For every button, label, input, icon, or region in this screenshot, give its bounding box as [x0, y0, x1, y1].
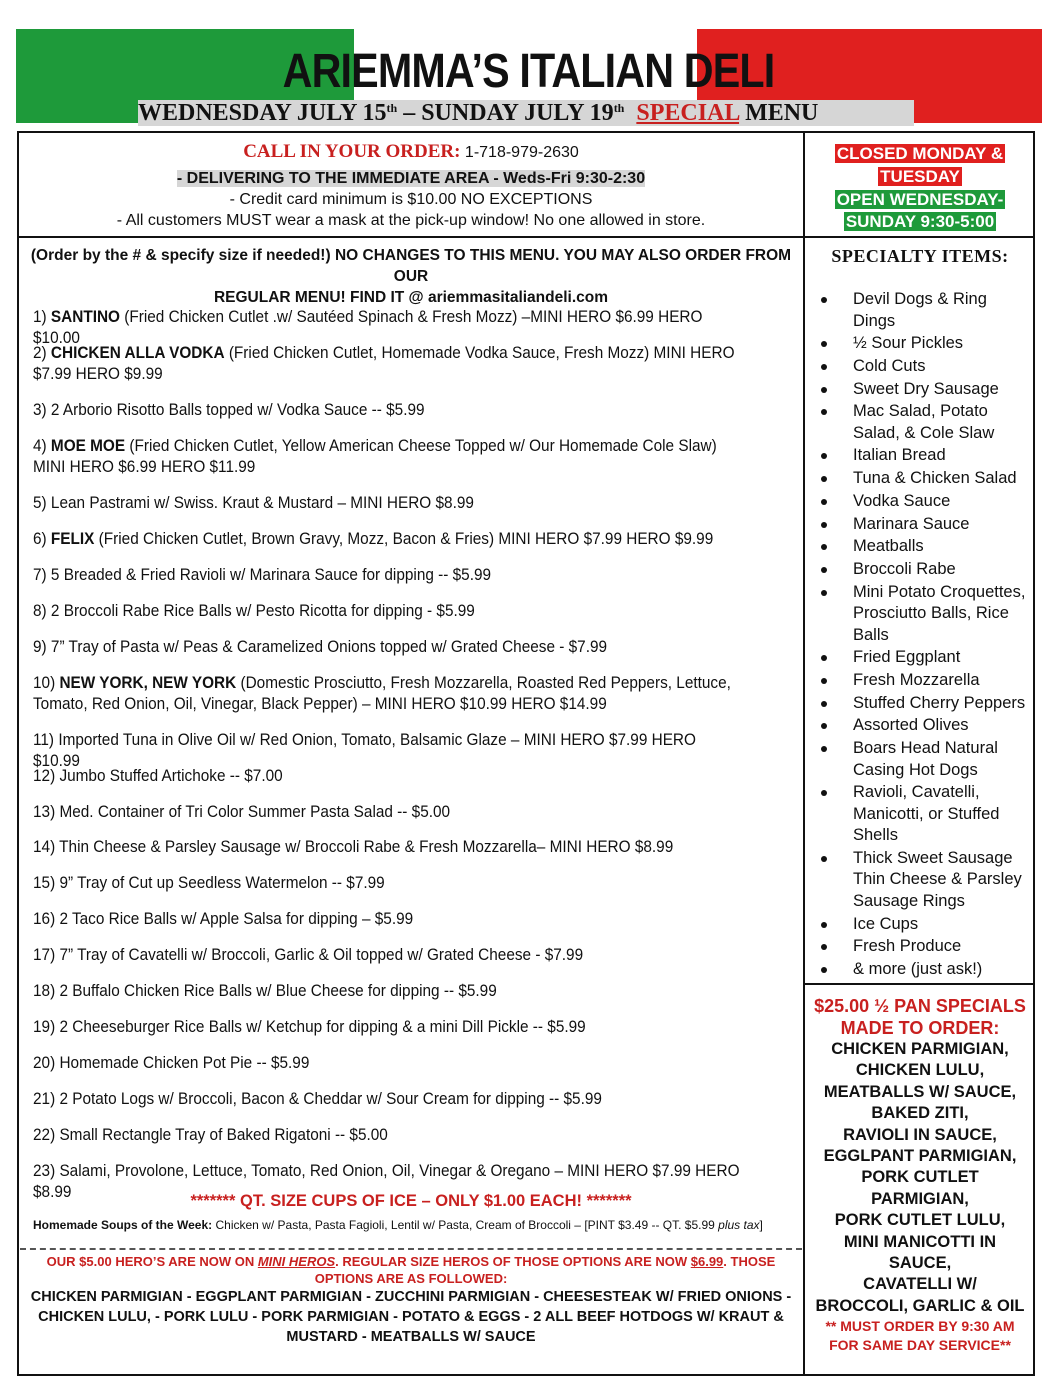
heros-list-line-3: MUSTARD - MEATBALLS W/ SAUCE	[286, 1329, 536, 1345]
specials-divider	[805, 983, 1035, 985]
menu-item-rest: 9” Tray of Cut up Seedless Watermelon -- $7.99	[59, 874, 385, 892]
menu-item	[33, 981, 740, 1002]
delivery-note: - DELIVERING TO THE IMMEDIATE AREA - Weds-Fri 9:30-2:30	[176, 170, 646, 187]
menu-item-num: 22)	[33, 1126, 60, 1144]
soups-plus-tax: plus tax	[718, 1218, 760, 1232]
menu-item-num: 1)	[33, 308, 51, 326]
menu-item-rest: (Fried Chicken Cutlet, Brown Gravy, Mozz, Bacon & Fries) MINI HERO $7.99 HERO $9.99	[94, 530, 714, 548]
pan-item: CHICKEN PARMIGIAN,	[831, 1040, 1009, 1058]
header-divider-left	[17, 236, 803, 238]
pan-item: PORK CUTLET LULU,	[834, 1211, 1006, 1230]
menu-item-name: CHICKEN ALLA VODKA	[50, 344, 225, 362]
order-note-line-2: REGULAR MENU! FIND IT @ ariemmasitaliandeli.com	[213, 289, 609, 306]
specialty-item: Devil Dogs & Ring Dings	[818, 289, 1030, 332]
menu-item	[33, 400, 740, 421]
call-line	[20, 141, 802, 164]
specialty-item: Marinara Sauce	[818, 514, 1030, 536]
menu-item	[33, 637, 740, 658]
date-start: WEDNESDAY JULY 15	[138, 100, 387, 126]
menu-word: MENU	[739, 100, 819, 126]
menu-item	[33, 873, 740, 894]
menu-item-rest: (Fried Chicken Cutlet .w/ Sautéed Spinach & Fresh Mozz) –MINI HERO $6.99 HERO $10.00	[33, 308, 703, 347]
order-note	[28, 245, 794, 308]
specialty-item: Stuffed Cherry Peppers	[818, 693, 1030, 715]
menu-item-name: FELIX	[50, 530, 95, 548]
soups-line	[33, 1218, 803, 1232]
heros-list-line-2: CHICKEN LULU, - PORK LULU - PORK PARMIGIAN - POTATO & EGGS - 2 ALL BEEF HOTDOGS W/ KRAUT &	[38, 1309, 784, 1325]
menu-item-rest: Salami, Provolone, Lettuce, Tomato, Red Onion, Oil, Vinegar & Oregano – MINI HERO $7.99 HERO $8.99	[33, 1162, 740, 1201]
pan-item: EGGLPANT PARMIGIAN,	[823, 1147, 1017, 1166]
delivery-line	[20, 168, 802, 190]
header-divider-right	[805, 236, 1035, 238]
menu-item	[33, 343, 740, 385]
heros-note-b: MINI HEROS	[257, 1254, 336, 1269]
menu-item	[33, 837, 740, 858]
menu-item-rest: 2 Potato Logs w/ Broccoli, Bacon & Cheddar w/ Sour Cream for dipping -- $5.99	[59, 1090, 602, 1108]
closed-line-1	[805, 142, 1035, 165]
menu-item-num: 20)	[33, 1054, 60, 1072]
soups-text: Chicken w/ Pasta, Pasta Fagioli, Lentil w/ Pasta, Cream of Broccoli – [PINT $3.49 -- QT. $5.99	[212, 1218, 719, 1232]
pan-heading-1: $25.00 ½ PAN SPECIALS	[814, 996, 1026, 1016]
menu-item-rest: Homemade Chicken Pot Pie -- $5.99	[59, 1054, 310, 1072]
menu-item	[33, 1017, 740, 1038]
specialty-item: Vodka Sauce	[818, 491, 1030, 513]
heros-note	[30, 1253, 792, 1287]
specialty-item: & more (just ask!)	[818, 959, 1030, 981]
menu-item-rest: Lean Pastrami w/ Swiss. Kraut & Mustard – MINI HERO $8.99	[50, 494, 474, 512]
ice-note: ******* QT. SIZE CUPS OF ICE – ONLY $1.00 EACH! *******	[190, 1192, 632, 1210]
menu-item	[33, 909, 740, 930]
menu-item-num: 18)	[33, 982, 60, 1000]
closed-line-2	[805, 165, 1035, 188]
menu-item-num: 12)	[33, 767, 60, 785]
menu-item-num: 19)	[33, 1018, 60, 1036]
menu-item-num: 8)	[33, 602, 51, 620]
menu-item-rest: Small Rectangle Tray of Baked Rigatoni -- $5.00	[59, 1126, 388, 1144]
menu-item-num: 3)	[33, 401, 51, 419]
heros-note-e: . THOSE OPTIONS ARE AS FOLLOWED:	[314, 1254, 776, 1286]
menu-item-num: 4)	[33, 437, 51, 455]
specialty-item: Broccoli Rabe	[818, 559, 1030, 581]
order-note-line-1: (Order by the # & specify size if needed!) NO CHANGES TO THIS MENU. YOU MAY ALSO ORDER FROM OUR	[30, 247, 792, 285]
menu-item-num: 14)	[33, 838, 60, 856]
menu-item-rest: Med. Container of Tri Color Summer Pasta Salad -- $5.00	[59, 803, 451, 821]
menu-item-rest: Imported Tuna in Olive Oil w/ Red Onion, Tomato, Balsamic Glaze – MINI HERO $7.99 HERO $10.99	[33, 731, 696, 770]
pan-item: SAUCE,	[888, 1254, 952, 1273]
heros-list-line-1: CHICKEN PARMIGIAN - EGGPLANT PARMIGIAN - ZUCCHINI PARMIGIAN - CHEESESTEAK W/ FRIED ONIONS -	[30, 1289, 792, 1305]
specialty-item: Meatballs	[818, 536, 1030, 558]
specialty-item: Ice Cups	[818, 914, 1030, 936]
specialty-item: Fried Eggplant	[818, 647, 1030, 669]
menu-item-rest: Jumbo Stuffed Artichoke -- $7.00	[59, 767, 283, 785]
specialty-list	[818, 289, 1030, 982]
menu-item-num: 21)	[33, 1090, 60, 1108]
menu-item-num: 13)	[33, 803, 60, 821]
special-word: SPECIAL	[636, 100, 740, 126]
heros-note-c: . REGULAR SIZE HEROS OF THOSE OPTIONS ARE NOW	[335, 1254, 691, 1269]
menu-item	[33, 493, 740, 514]
dashed-divider	[20, 1248, 802, 1250]
pan-item: MINI MANICOTTI IN	[843, 1232, 997, 1251]
credit-note: - Credit card minimum is $10.00 NO EXCEPTIONS	[229, 191, 593, 208]
menu-item-num: 15)	[33, 874, 60, 892]
menu-item-num: 5)	[33, 494, 51, 512]
menu-item	[33, 673, 740, 715]
pan-specials	[805, 995, 1035, 1355]
pan-note-2: FOR SAME DAY SERVICE**	[829, 1337, 1011, 1354]
menu-item-rest: 2 Arborio Risotto Balls topped w/ Vodka Sauce -- $5.99	[50, 401, 425, 419]
menu-item	[33, 766, 740, 787]
menu-item	[33, 802, 740, 823]
menu-item-num: 16)	[33, 910, 60, 928]
specialty-item: Fresh Produce	[818, 936, 1030, 958]
menu-item-rest: 2 Broccoli Rabe Rice Balls w/ Pesto Ricotta for dipping - $5.99	[50, 602, 475, 620]
pan-item: PORK CUTLET	[861, 1168, 979, 1187]
menu-item-rest: 7” Tray of Pasta w/ Peas & Caramelized Onions topped w/ Grated Cheese - $7.99	[50, 638, 608, 656]
menu-item-num: 23)	[33, 1162, 60, 1180]
closed-text-1: CLOSED MONDAY &	[836, 144, 1004, 163]
pan-item: PARMIGIAN,	[871, 1189, 969, 1208]
menu-item-rest: 2 Buffalo Chicken Rice Balls w/ Blue Cheese for dipping -- $5.99	[59, 982, 497, 1000]
date-end: – SUNDAY JULY 19	[397, 100, 614, 126]
specialty-item: Assorted Olives	[818, 715, 1030, 737]
menu-item-rest: 7” Tray of Cavatelli w/ Broccoli, Garlic & Oil topped w/ Grated Cheese - $7.99	[59, 946, 584, 964]
specialty-item: Tuna & Chicken Salad	[818, 468, 1030, 490]
pan-item: MEATBALLS W/ SAUCE,	[823, 1082, 1017, 1101]
specialty-item: Ravioli, Cavatelli, Manicotti, or Stuffed Shells	[818, 782, 1030, 847]
ordinal-2: th	[613, 101, 625, 115]
ordinal-1: th	[386, 101, 398, 115]
specialty-title: SPECIALTY ITEMS:	[831, 246, 1009, 266]
soups-label: Homemade Soups of the Week:	[33, 1218, 213, 1232]
menu-item	[33, 945, 740, 966]
menu-item-num: 2)	[33, 344, 51, 362]
menu-item-num: 11)	[33, 731, 59, 749]
menu-item-name: MOE MOE	[50, 437, 126, 455]
page-title: ARIEMMA’S ITALIAN DELI	[282, 45, 775, 98]
menu-item-name: SANTINO	[50, 308, 120, 326]
pan-item: CAVATELLI W/	[863, 1275, 977, 1294]
pan-item: BROCCOLI, GARLIC & OIL	[815, 1296, 1025, 1315]
open-text-1: OPEN WEDNESDAY-	[836, 190, 1004, 209]
menu-item	[33, 1053, 740, 1074]
heros-note-a: OUR $5.00 HERO’S ARE NOW ON	[46, 1254, 258, 1269]
menu-item-rest: Thin Cheese & Parsley Sausage w/ Broccoli Rabe & Fresh Mozzarella– MINI HERO $8.99	[59, 838, 674, 856]
specialty-item: Sweet Dry Sausage	[818, 379, 1030, 401]
pan-item: CHICKEN LULU,	[855, 1061, 985, 1080]
open-text-2: SUNDAY 9:30-5:00	[845, 212, 995, 231]
menu-item	[33, 565, 740, 586]
menu-item-num: 6)	[33, 530, 51, 548]
closed-text-2: TUESDAY	[880, 167, 960, 186]
menu-item	[33, 601, 740, 622]
date-banner	[138, 100, 914, 126]
menu-item	[33, 529, 740, 550]
phone-number: 1-718-979-2630	[460, 144, 579, 161]
pan-heading-2: MADE TO ORDER:	[840, 1018, 1000, 1038]
mask-note: - All customers MUST wear a mask at the pick-up window! No one allowed in store.	[116, 212, 706, 229]
specialty-item: Boars Head Natural Casing Hot Dogs	[818, 738, 1030, 781]
menu-item-rest: 2 Cheeseburger Rice Balls w/ Ketchup for dipping & a mini Dill Pickle -- $5.99	[59, 1018, 586, 1036]
open-line-1	[805, 188, 1035, 211]
menu-item	[33, 436, 740, 478]
menu-item-rest: (Fried Chicken Cutlet, Homemade Vodka Sauce, Fresh Mozz) MINI HERO $7.99 HERO $9.99	[33, 344, 735, 383]
specialty-item: Italian Bread	[818, 445, 1030, 467]
specialty-item: Cold Cuts	[818, 356, 1030, 378]
specialty-item: Fresh Mozzarella	[818, 670, 1030, 692]
pan-item: BAKED ZITI,	[871, 1104, 969, 1123]
specialty-item: ½ Sour Pickles	[818, 333, 1030, 355]
menu-item	[33, 1089, 740, 1110]
menu-item-num: 17)	[33, 946, 60, 964]
specialty-item: Mini Potato Croquettes, Prosciutto Balls, Rice Balls	[818, 582, 1030, 647]
pan-item: RAVIOLI IN SAUCE,	[843, 1125, 997, 1144]
specialty-item: Thick Sweet Sausage Thin Cheese & Parsley Sausage Rings	[818, 848, 1030, 913]
pan-lines	[805, 1039, 1035, 1317]
menu-item-rest: 2 Taco Rice Balls w/ Apple Salsa for dipping – $5.99	[59, 910, 414, 928]
menu-item-name: NEW YORK, NEW YORK	[59, 674, 237, 692]
pan-note-1: ** MUST ORDER BY 9:30 AM	[825, 1318, 1015, 1335]
heros-note-d: $6.99	[690, 1254, 724, 1269]
open-line-2	[805, 210, 1035, 233]
menu-item-rest: (Domestic Prosciutto, Fresh Mozzarella, Roasted Red Peppers, Lettuce, Tomato, Red Onion, Oil, Vinegar, Black Pepper) – MINI HERO $10.99 HERO $14.99	[33, 674, 731, 713]
call-label: CALL IN YOUR ORDER:	[243, 141, 461, 162]
menu-item-num: 10)	[33, 674, 60, 692]
menu-item-rest: (Fried Chicken Cutlet, Yellow American Cheese Topped w/ Our Homemade Cole Slaw) MINI HERO $6.99 HERO $11.99	[33, 437, 717, 476]
specialty-item: Mac Salad, Potato Salad, & Cole Slaw	[818, 401, 1030, 444]
heros-list	[30, 1287, 792, 1347]
menu-item-rest: 5 Breaded & Fried Ravioli w/ Marinara Sauce for dipping -- $5.99	[50, 566, 492, 584]
menu-item-num: 9)	[33, 638, 51, 656]
menu-item	[33, 1125, 740, 1146]
soups-end: ]	[759, 1218, 763, 1232]
menu-item-num: 7)	[33, 566, 51, 584]
